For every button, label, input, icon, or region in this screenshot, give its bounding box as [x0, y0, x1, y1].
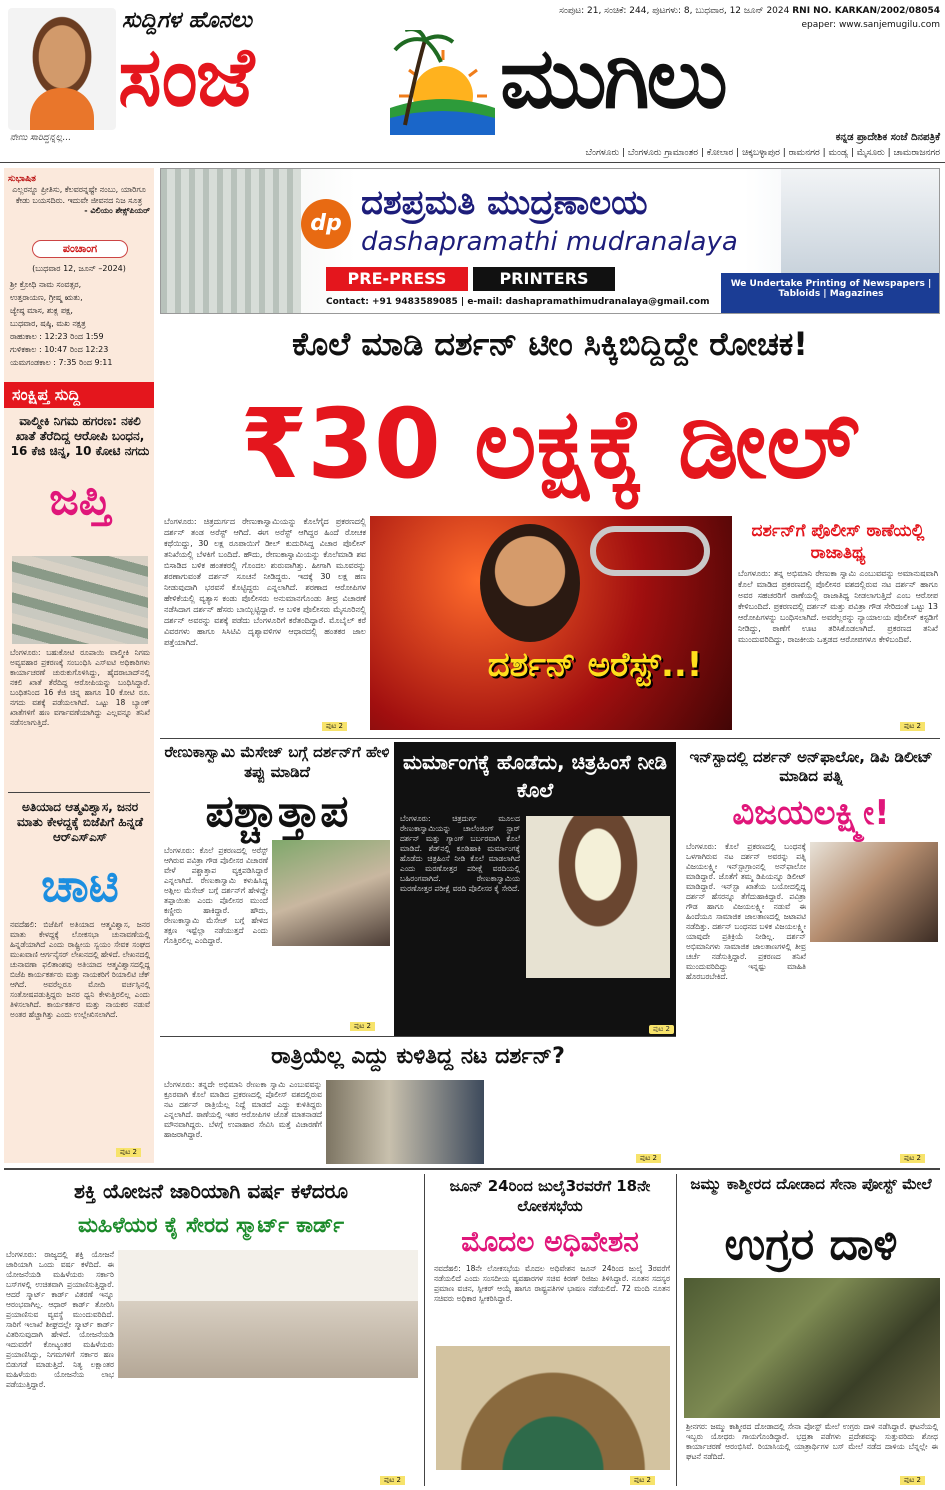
shakti-headline: ಮಹಿಳೆಯರ ಕೈ ಸೇರದ ಸ್ಮಾರ್ಟ್ ಕಾರ್ಡ್: [77, 1213, 345, 1237]
brief-news-title: ಸಂಕ್ಷಿಪ್ತ ಸುದ್ದಿ: [4, 382, 154, 408]
darshan-pavithra-photo: [272, 840, 390, 946]
attack-kicker: ಜಮ್ಮು ಕಾಶ್ಮೀರದ ದೋಡಾದ ಸೇನಾ ಪೋಸ್ಟ್ ಮೇಲೆ: [690, 1175, 932, 1193]
photo-caption: ದರ್ಶನ್ ಅರೆಸ್ಟ್..!: [487, 645, 703, 685]
side-story-headline: ದರ್ಶನ್‌ಗೆ ಪೊಲೀಸ್ ಠಾಣೆಯಲ್ಲಿ ರಾಜಾತಿಥ್ಯ: [751, 521, 925, 563]
ad-machine-right: [781, 169, 940, 273]
continued-tag: ಪುಟ 2: [900, 722, 925, 731]
army-soldiers-photo: [684, 1278, 940, 1418]
left-sidebar: [4, 168, 154, 1163]
smart-card-launch-photo: [118, 1250, 418, 1378]
continued-tag: ಪುಟ 2: [630, 1476, 655, 1485]
regions-strip: ಬೆಂಗಳೂರು | ಬೆಂಗಳೂರು ಗ್ರಾಮಾಂತರ | ಕೋಲಾರ | ಚಿಕ್ಕಬಳ್ಳಾಪುರ | ರಾಮನಗರ | ಮಂಡ್ಯ | ಮೈಸೂರು | ಚಾಮರಾಜನಗರ: [585, 148, 940, 158]
brief-story1-body: ಬೆಂಗಳೂರು: ಬಹುಕೋಟಿ ರೂಪಾಯಿ ವಾಲ್ಮೀಕಿ ನಿಗಮ ಅವ್ಯವಹಾರ ಪ್ರಕರಣಕ್ಕೆ ಸಂಬಂಧಿಸಿ ಎಸ್ಐಟಿ ಅಧಿಕಾರಿಗಳು ಕಾರ್ಯಾಚರಣೆ ಚುರುಕುಗೊಳಿಸಿದ್ದು, ಹೈದರಾಬಾದ್‌ನಲ್ಲಿ ನಕಲಿ ಖಾತೆ ತೆರೆದಿದ್ದ ಆರೋಪಿಯನ್ನು ಬಂಧಿಸಿದ್ದಾರೆ. ಬಂಧಿತನಿಂದ 16 ಕೆಜಿ ಚಿನ್ನ ಹಾಗೂ 10 ಕೋಟಿ ರೂ. ನಗದು ವಶಕ್ಕೆ ಪಡೆಯಲಾಗಿದೆ. ಒಟ್ಟು 18 ಬ್ಯಾಂಕ್ ಖಾತೆಗಳಿಗೆ ಹಣ ವರ್ಗಾವಣೆಯಾಗಿದ್ದು ಎಲ್ಲವನ್ನೂ ತನಿಖೆ ನಡೆಸಲಾಗುತ್ತಿದೆ.: [10, 648, 150, 727]
brief-story1-kicker: ವಾಲ್ಮೀಕಿ ನಿಗಮ ಹಗರಣ: ನಕಲಿ ಖಾತೆ ತೆರೆದಿದ್ದ ಆರೋಪಿ ಬಂಧನ, 16 ಕೆಜಿ ಚಿನ್ನ, 10 ಕೋಟಿ ನಗದು: [10, 414, 150, 458]
panchanga-title: ಪಂಚಾಂಗ: [32, 240, 128, 258]
ad-title-english: dashapramathi mudranalaya: [361, 227, 738, 257]
subhashita-author: - ವಿಲಿಯಂ ಶೇಕ್ಸ್‌ಪಿಯರ್: [84, 206, 150, 215]
section-divider: [4, 1168, 940, 1170]
night-body-cont: [488, 1080, 674, 1164]
panchanga-row: ಶ್ರೀ ಕ್ರೋಧಿ ನಾಮ ಸಂವತ್ಸರ,: [10, 280, 82, 289]
ad-machine-left: [161, 169, 301, 314]
lead-body: ಬೆಂಗಳೂರು: ಚಿತ್ರದುರ್ಗದ ರೇಣುಕಾಸ್ವಾಮಿಯನ್ನು ಕೊಲೆಗೈದ ಪ್ರಕರಣದಲ್ಲಿ ದರ್ಶನ್ ತಂಡ ಅರೆಸ್ಟ್ ಆಗಿದೆ. ಈಗ ಅರೆಸ್ಟ್ ಆಗಿದ್ದರ ಹಿಂದೆ ರೋಚಕ ಕಥೆಯಿದ್ದು, 30 ಲಕ್ಷ ರೂಪಾಯಿಗೆ ಡೀಲ್ ಕುದುರಿಸಿದ್ದ ವಿಚಾರ ಪೊಲೀಸ್ ತನಿಖೆಯಲ್ಲಿ ಬೆಳಕಿಗೆ ಬಂದಿದೆ. ಹೌದು, ರೇಣುಕಾಸ್ವಾಮಿಯನ್ನು ಕೊಲೆಮಾಡಿ ಶವ ಬಿಸಾಡಿದ ಬಳಿಕ ಹಂತಕರಲ್ಲಿ ಗೊಂದಲ ಶುರುವಾಗಿತ್ತು. ಹೀಗಾಗಿ ಮೂವರನ್ನು ಶರಣಾಗುವಂತೆ ದರ್ಶನ್ ಸೂಚನೆ ನೀಡಿದ್ದರು. ಇದಕ್ಕೆ 30 ಲಕ್ಷ ಹಣ ನೀಡುವುದಾಗಿ ಭರವಸೆ ಕೊಟ್ಟಿದ್ದರು ಎನ್ನಲಾಗಿದೆ. ಶರಣಾದ ಆರೋಪಿಗಳ ಹೇಳಿಕೆಯಲ್ಲಿ ವ್ಯತ್ಯಾಸ ಕಂಡು ಪೊಲೀಸರು ಅನುಮಾನಗೊಂಡು ತೀವ್ರ ವಿಚಾರಣೆ ನಡೆಸಿದಾಗ ದರ್ಶನ್ ಹೆಸರು ಬಾಯ್ಬಿಟ್ಟಿದ್ದಾರೆ. ಆ ಬಳಿಕ ಪೊಲೀಸರು ಮೈಸೂರಿನಲ್ಲಿ ದರ್ಶನ್ ಅವರನ್ನು ವಶಕ್ಕೆ ಪಡೆದು ಬೆಂಗಳೂರಿಗೆ ಕರೆತಂದಿದ್ದಾರೆ. ಮೊಬೈಲ್ ಕರೆ ವಿವರಗಳು ಹಾಗೂ ಸಿಸಿಟಿವಿ ದೃಶ್ಯಾವಳಿಗಳ ಆಧಾರದಲ್ಲಿ ಹಂತಕರ ಜಾಲ ಪತ್ತೆಯಾಗಿದೆ.: [164, 517, 366, 647]
masthead-title-right: ಮುಗಿಲು: [500, 29, 725, 127]
parliament-photo: [436, 1346, 670, 1470]
renukaswamy-photo: [526, 816, 670, 978]
continued-tag: ಪುಟ 2: [900, 1154, 925, 1163]
murder-body: ಬೆಂಗಳೂರು: ಚಿತ್ರದುರ್ಗ ಮೂಲದ ರೇಣುಕಾಸ್ವಾಮಿಯನ್ನು ಚಾಲೆಂಜಿಂಗ್ ಸ್ಟಾರ್ ದರ್ಶನ್ ಮತ್ತು ಗ್ಯಾಂಗ್ ಬರ್ಬರವಾಗಿ ಕೊಲೆ ಮಾಡಿದೆ. ಶೆಡ್‌ನಲ್ಲಿ ಕೂಡಿಹಾಕಿ ಮರ್ಮಾಂಗಕ್ಕೆ ಹೊಡೆದು ಚಿತ್ರಹಿಂಸೆ ನೀಡಿ ಕೊಲೆ ಮಾಡಲಾಗಿದೆ ಎಂದು ಮರಣೋತ್ತರ ಪರೀಕ್ಷೆ ವರದಿಯಲ್ಲಿ ಬಹಿರಂಗವಾಗಿದೆ. ರೇಣುಕಾಸ್ವಾಮಿಯ ಮರಣೋತ್ತರ ಪರೀಕ್ಷೆ ವರದಿ ಪೊಲೀಸರ ಕೈ ಸೇರಿದೆ.: [400, 814, 520, 893]
panchanga-row: ಗುಳಿಕಕಾಲ : 10:47 ರಿಂದ 12:23: [10, 345, 109, 354]
sunset-palm-logo: [385, 30, 500, 135]
continued-tag: ಪುಟ 2: [350, 1022, 375, 1031]
continued-tag: ಪುಟ 2: [900, 1476, 925, 1485]
vijayalakshmi-body: ಬೆಂಗಳೂರು: ಕೊಲೆ ಪ್ರಕರಣದಲ್ಲಿ ಬಂಧನಕ್ಕೆ ಒಳಗಾಗಿರುವ ನಟ ದರ್ಶನ್ ಅವರನ್ನು ಪತ್ನಿ ವಿಜಯಲಕ್ಷ್ಮೀ ಇನ್‌ಸ್ಟಾಗ್ರಾಂನಲ್ಲಿ ಅನ್‌ಫಾಲೋ ಮಾಡಿದ್ದಾರೆ. ಜೊತೆಗೆ ತಮ್ಮ ಡಿಪಿಯನ್ನೂ ಡಿಲೀಟ್ ಮಾಡಿದ್ದಾರೆ. ಇನ್‌ಸ್ಟಾ ಖಾತೆಯ ಬಯೋದಲ್ಲಿದ್ದ ದರ್ಶನ್ ಹೆಸರನ್ನೂ ತೆಗೆದುಹಾಕಿದ್ದಾರೆ. ಪವಿತ್ರಾ ಗೌಡ ಹಾಗೂ ವಿಜಯಲಕ್ಷ್ಮೀ ನಡುವೆ ಈ ಹಿಂದೆಯೂ ಸಾಮಾಜಿಕ ಜಾಲತಾಣದಲ್ಲಿ ಜಟಾಪಟಿ ನಡೆದಿತ್ತು. ದರ್ಶನ್ ಬಂಧನದ ಬಳಿಕ ವಿಜಯಲಕ್ಷ್ಮೀ ಯಾವುದೇ ಪ್ರತಿಕ್ರಿಯೆ ನೀಡಿಲ್ಲ. ದರ್ಶನ್ ಅಭಿಮಾನಿಗಳು ಸಾಮಾಜಿಕ ಜಾಲತಾಣಗಳಲ್ಲಿ ತೀವ್ರ ಚರ್ಚೆ ನಡೆಸುತ್ತಿದ್ದಾರೆ. ಪ್ರಕರಣದ ತನಿಖೆ ಮುಂದುವರಿದಿದ್ದು ಇನ್ನಷ್ಟು ಮಾಹಿತಿ ಹೊರಬರಬೇಕಿದೆ.: [686, 842, 806, 981]
continued-tag: ಪುಟ 2: [380, 1476, 405, 1485]
shakti-body: ಬೆಂಗಳೂರು: ರಾಜ್ಯದಲ್ಲಿ ಶಕ್ತಿ ಯೋಜನೆ ಜಾರಿಯಾಗಿ ಒಂದು ವರ್ಷ ಕಳೆದಿದೆ. ಈ ಯೋಜನೆಯಡಿ ಮಹಿಳೆಯರು ಸರ್ಕಾರಿ ಬಸ್‌ಗಳಲ್ಲಿ ಉಚಿತವಾಗಿ ಪ್ರಯಾಣಿಸುತ್ತಿದ್ದಾರೆ. ಆದರೆ ಸ್ಮಾರ್ಟ್ ಕಾರ್ಡ್ ವಿತರಣೆ ಇನ್ನೂ ಆರಂಭವಾಗಿಲ್ಲ. ಆಧಾರ್ ಕಾರ್ಡ್ ತೋರಿಸಿ ಪ್ರಯಾಣಿಸುವ ವ್ಯವಸ್ಥೆ ಮುಂದುವರಿದಿದೆ. ಸಾರಿಗೆ ಇಲಾಖೆ ಶೀಘ್ರದಲ್ಲೇ ಸ್ಮಾರ್ಟ್ ಕಾರ್ಡ್ ವಿತರಿಸುವುದಾಗಿ ಹೇಳಿದೆ. ಯೋಜನೆಯಡಿ ಇದುವರೆಗೆ ಕೋಟ್ಯಂತರ ಮಹಿಳೆಯರು ಪ್ರಯಾಣಿಸಿದ್ದು, ನಿಗಮಗಳಿಗೆ ಸರ್ಕಾರ ಹಣ ಬಿಡುಗಡೆ ಮಾಡುತ್ತಿದೆ. ನಿತ್ಯ ಲಕ್ಷಾಂತರ ಮಹಿಳೆಯರು ಯೋಜನೆಯ ಲಾಭ ಪಡೆಯುತ್ತಿದ್ದಾರೆ.: [6, 1250, 114, 1389]
subhashita-text: ಎಲ್ಲರನ್ನೂ ಪ್ರೀತಿಸು, ಕೆಲವರನ್ನಷ್ಟೇ ನಂಬು, ಯಾರಿಗೂ ಕೇಡು ಬಯಸದಿರು. ಇದುವೇ ಜೀವನದ ನಿಜ ಸೂತ್ರ: [12, 185, 146, 205]
column-divider: [676, 1174, 677, 1486]
murder-story-box: [394, 742, 676, 1036]
ad-services: We Undertake Printing of Newspapers | Tabloids | Magazines: [721, 273, 940, 314]
panchanga-row: ಜ್ಯೇಷ್ಠ ಮಾಸ, ಶುಕ್ಲ ಪಕ್ಷ,: [10, 306, 73, 315]
masthead: [0, 0, 945, 165]
regret-kicker: ರೇಣುಕಾಸ್ವಾಮಿ ಮೆಸೇಜ್ ಬಗ್ಗೆ ದರ್ಶನ್‌ಗೆ ಹೇಳಿ ತಪ್ಪು ಮಾಡಿದೆ: [164, 743, 390, 781]
darshan-police-photo: [326, 1080, 484, 1164]
shakti-kicker: ಶಕ್ತಿ ಯೋಜನೆ ಜಾರಿಯಾಗಿ ವರ್ಷ ಕಳೆದರೂ: [73, 1179, 348, 1203]
regret-body: ಬೆಂಗಳೂರು: ಕೊಲೆ ಪ್ರಕರಣದಲ್ಲಿ ಅರೆಸ್ಟ್ ಆಗಿರುವ ಪವಿತ್ರಾ ಗೌಡ ಪೊಲೀಸರ ವಿಚಾರಣೆ ವೇಳೆ ಪಶ್ಚಾತ್ತಾಪ ವ್ಯಕ್ತಪಡಿಸಿದ್ದಾರೆ ಎನ್ನಲಾಗಿದೆ. ರೇಣುಕಾಸ್ವಾಮಿ ಕಳುಹಿಸಿದ್ದ ಅಶ್ಲೀಲ ಮೆಸೇಜ್ ಬಗ್ಗೆ ದರ್ಶನ್‌ಗೆ ಹೇಳಿದ್ದೇ ತಪ್ಪಾಯಿತು ಎಂದು ಪೊಲೀಸರ ಮುಂದೆ ಕಣ್ಣೀರು ಹಾಕಿದ್ದಾರೆ. ಹೌದು, ರೇಣುಕಾಸ್ವಾಮಿ ಮೆಸೇಜ್ ಬಗ್ಗೆ ಹೇಳಿದ ತಕ್ಷಣ ಇಷ್ಟೆಲ್ಲಾ ನಡೆಯುತ್ತದೆ ಎಂದು ಗೊತ್ತಿರಲಿಲ್ಲ ಎಂದಿದ್ದಾರೆ.: [164, 846, 268, 945]
cash-seizure-photo: [12, 556, 148, 644]
masthead-title-left: ಸಂಜೆ: [118, 30, 253, 125]
session-headline: ಮೊದಲ ಅಧಿವೇಶನ: [461, 1225, 639, 1258]
lead-kicker: ಕೊಲೆ ಮಾಡಿ ದರ್ಶನ್ ಟೀಂ ಸಿಕ್ಕಿಬಿದ್ದಿದ್ದೇ ರೋಚಕ!: [292, 325, 808, 363]
continued-tag: ಪುಟ 2: [649, 1025, 674, 1034]
editor-caption: ನೇಣು ಸಾರಿದ್ದನ್ನಲ್ಲ...: [10, 133, 72, 143]
masthead-tagline: ಸುದ್ದಿಗಳ ಹೊನಲು: [122, 8, 253, 33]
editor-photo: [8, 8, 116, 130]
session-body: ನವದೆಹಲಿ: 18ನೇ ಲೋಕಸಭೆಯ ಮೊದಲ ಅಧಿವೇಶನ ಜೂನ್ 24ರಿಂದ ಜುಲೈ 3ರವರೆಗೆ ನಡೆಯಲಿದೆ ಎಂದು ಸಂಸದೀಯ ವ್ಯವಹಾರಗಳ ಸಚಿವ ಕಿರಣ್ ರಿಜಿಜು ತಿಳಿಸಿದ್ದಾರೆ. ನೂತನ ಸದಸ್ಯರ ಪ್ರಮಾಣ ವಚನ, ಸ್ಪೀಕರ್ ಆಯ್ಕೆ ಹಾಗೂ ರಾಷ್ಟ್ರಪತಿಗಳ ಭಾಷಣ ನಡೆಯಲಿದೆ. 72 ಮಂದಿ ನೂತನ ಸಚಿವರು ಅಧಿಕಾರ ಸ್ವೀಕರಿಸಿದ್ದಾರೆ.: [434, 1264, 670, 1303]
vijayalakshmi-kicker: ಇನ್‌ಸ್ಟಾದಲ್ಲಿ ದರ್ಶನ್ ಅನ್‌ಫಾಲೋ, ಡಿಪಿ ಡಿಲೀಟ್ ಮಾಡಿದ ಪತ್ನಿ: [689, 748, 933, 785]
ad-logo: dp: [301, 199, 351, 249]
row-divider: [160, 1036, 676, 1037]
vijayalakshmi-headline: ವಿಜಯಲಕ್ಷ್ಮೀ!: [732, 793, 890, 833]
vijayalakshmi-body-cont: [810, 946, 938, 1164]
ad-contact: Contact: +91 9483589085 | e-mail: dashapramathimudranalaya@gmail.com: [326, 297, 710, 307]
brief-story2-kicker: ಅತಿಯಾದ ಆತ್ಮವಿಶ್ವಾಸ, ಜನರ ಮಾತು ಕೇಳದ್ದಕ್ಕೆ ಬಿಜೆಪಿಗೆ ಹಿನ್ನಡೆ ಆರ್‌ಎಸ್‌ಎಸ್: [16, 800, 143, 844]
night-headline: ರಾತ್ರಿಯೆಲ್ಲ ಎದ್ದು ಕುಳಿತಿದ್ದ ನಟ ದರ್ಶನ್?: [271, 1044, 565, 1069]
shakti-body-cont: [118, 1382, 418, 1482]
subhashita-box: [8, 174, 150, 236]
ad-title-kannada: ದಶಪ್ರಮತಿ ಮುದ್ರಣಾಲಯ: [361, 183, 648, 223]
printer-ad: [160, 168, 940, 314]
continued-tag: ಪುಟ 2: [636, 1154, 661, 1163]
side-story-body: ಬೆಂಗಳೂರು: ತನ್ನ ಅಭಿಮಾನಿ ರೇಣುಕಾ ಸ್ವಾಮಿ ಎಂಬುವವನ್ನು ಅಮಾನುಷವಾಗಿ ಕೊಲೆ ಮಾಡಿದ ಪ್ರಕರಣದಲ್ಲಿ ಪೊಲೀಸರ ವಶದಲ್ಲಿರುವ ನಟ ದರ್ಶನ್ ಹಾಗೂ ಅವರ ಸಹಚರರಿಗೆ ಠಾಣೆಯಲ್ಲಿ ರಾಜಾತಿಥ್ಯ ನೀಡಲಾಗುತ್ತಿದೆ ಎಂಬ ಆರೋಪ ಕೇಳಿಬಂದಿದೆ. ಪ್ರಕರಣದಲ್ಲಿ ದರ್ಶನ್ ಮತ್ತು ಪವಿತ್ರಾ ಗೌಡ ಸೇರಿದಂತೆ ಒಟ್ಟು 13 ಆರೋಪಿಗಳನ್ನು ಬಂಧಿಸಲಾಗಿದೆ. ಅವರೆಲ್ಲರನ್ನು ನ್ಯಾಯಾಲಯ ಪೊಲೀಸ್ ಕಸ್ಟಡಿಗೆ ನೀಡಿದ್ದು, ಠಾಣೆಗೆ ಊಟ ತರಿಸಿಕೊಡಲಾಗಿದೆ. ಪ್ರಕರಣದ ತನಿಖೆ ಮುಂದುವರಿದಿದ್ದು, ರಾಜಕೀಯ ಒತ್ತಡದ ಆರೋಪಗಳೂ ಕೇಳಿಬಂದಿವೆ.: [738, 569, 938, 644]
attack-headline: ಉಗ್ರರ ದಾಳಿ: [724, 1219, 898, 1270]
brief-story2-body: ನವದೆಹಲಿ: ಬಿಜೆಪಿಗೆ ಅತಿಯಾದ ಆತ್ಮವಿಶ್ವಾಸ, ಜನರ ಮಾತು ಕೇಳದ್ದಕ್ಕೆ ಲೋಕಸಭಾ ಚುನಾವಣೆಯಲ್ಲಿ ಹಿನ್ನಡೆಯಾಗಿದೆ ಎಂದು ರಾಷ್ಟ್ರೀಯ ಸ್ವಯಂ ಸೇವಕ ಸಂಘದ ಮುಖವಾಣಿ ಆರ್ಗನೈಸರ್ ಲೇಖನದಲ್ಲಿ ಹೇಳಿದೆ. ಲೇಖನದಲ್ಲಿ ಚುನಾವಣಾ ಫಲಿತಾಂಶವು ಅತಿಯಾದ ಆತ್ಮವಿಶ್ವಾಸದಲ್ಲಿದ್ದ ಬಿಜೆಪಿ ಕಾರ್ಯಕರ್ತರು ಮತ್ತು ನಾಯಕರಿಗೆ ರಿಯಾಲಿಟಿ ಚೆಕ್ ಆಗಿದೆ. ಅವರೆಲ್ಲರೂ ಮೋದಿ ವರ್ಚಸ್ಸಿನಲ್ಲಿ ಸಂತೋಷಪಡುತ್ತಿದ್ದರು ಜನರ ಧ್ವನಿ ಕೇಳುತ್ತಿರಲಿಲ್ಲ ಎಂದು ತಿಳಿಸಲಾಗಿದೆ. ಕಾರ್ಯಕರ್ತರ ಮತ್ತು ನಾಯಕರ ನಡುವೆ ಅಂತರ ಹೆಚ್ಚಾಗಿತ್ತು ಎಂದು ಉಲ್ಲೇಖಿಸಲಾಗಿದೆ.: [10, 920, 150, 1019]
panchanga-date: (ಬುಧವಾರ 12, ಜೂನ್ –2024): [32, 264, 126, 273]
regret-headline: ಪಶ್ಚಾತ್ತಾಪ: [205, 786, 349, 837]
masthead-divider: [0, 162, 945, 163]
rni-number: RNI NO. KARKAN/2002/08054: [792, 6, 940, 16]
ad-tag-prepress: PRE-PRESS: [326, 267, 468, 291]
panchanga-row: ಬುಧವಾರ, ಷಷ್ಠಿ, ಮಖ ನಕ್ಷತ್ರ: [10, 319, 86, 328]
darshan-wife-photo: [810, 842, 938, 942]
murder-headline: ಮರ್ಮಾಂಗಕ್ಕೆ ಹೊಡೆದು, ಚಿತ್ರಹಿಂಸೆ ನೀಡಿ ಕೊಲೆ: [403, 750, 667, 802]
column-divider: [424, 1174, 425, 1486]
brief-story2-headline: ಚಾಟಿ: [41, 858, 119, 912]
lead-headline: ₹30 ಲಕ್ಷಕ್ಕೆ ಡೀಲ್: [240, 388, 860, 500]
darshan-arrest-photo: [370, 516, 732, 730]
panchanga-row: ಉತ್ತರಾಯಣ, ಗ್ರೀಷ್ಮ ಋತು,: [10, 293, 83, 302]
panchanga-row: ಯಮಗಂಡಕಾಲ : 7:35 ರಿಂದ 9:11: [10, 358, 113, 367]
panchanga-row: ರಾಹುಕಾಲ : 12:23 ರಿಂದ 1:59: [10, 332, 104, 341]
panchanga-list: [10, 278, 152, 369]
masthead-subtitle: ಕನ್ನಡ ಪ್ರಾದೇಶಿಕ ಸಂಜೆ ದಿನಪತ್ರಿಕೆ: [835, 132, 940, 143]
row-divider: [160, 738, 940, 739]
issue-details: ಸಂಪುಟ: 21, ಸಂಚಿಕೆ: 244, ಪುಟಗಳು: 8, ಬುಧವಾರ, 12 ಜೂನ್ 2024: [559, 6, 790, 16]
brief-story1-headline: ಜಪ್ತಿ: [49, 474, 111, 525]
continued-tag: ಪುಟ 2: [322, 722, 347, 731]
night-body: ಬೆಂಗಳೂರು: ತನ್ನದೇ ಅಭಿಮಾನಿ ರೇಣುಕಾ ಸ್ವಾಮಿ ಎಂಬುವವನ್ನು ಕ್ರೂರವಾಗಿ ಕೊಲೆ ಮಾಡಿದ ಪ್ರಕರಣದಲ್ಲಿ ಪೊಲೀಸ್ ವಶದಲ್ಲಿರುವ ನಟ ದರ್ಶನ್ ರಾತ್ರಿಯೆಲ್ಲ ನಿದ್ದೆ ಮಾಡದೆ ಎದ್ದು ಕುಳಿತಿದ್ದರು ಎನ್ನಲಾಗಿದೆ. ಠಾಣೆಯಲ್ಲಿ ಇತರ ಆರೋಪಿಗಳ ಜೊತೆ ಮಾತನಾಡದೆ ಮೌನವಾಗಿದ್ದರು. ಬೆಳಗ್ಗೆ ಉಪಾಹಾರ ಸೇವಿಸಿ ಮತ್ತೆ ವಿಚಾರಣೆಗೆ ಹಾಜರಾಗಿದ್ದಾರೆ.: [164, 1080, 322, 1139]
attack-body: ಶ್ರೀನಗರ: ಜಮ್ಮು ಕಾಶ್ಮೀರದ ದೋಡಾದಲ್ಲಿ ಸೇನಾ ಪೋಸ್ಟ್ ಮೇಲೆ ಉಗ್ರರು ದಾಳಿ ನಡೆಸಿದ್ದಾರೆ. ಘಟನೆಯಲ್ಲಿ ಇಬ್ಬರು ಯೋಧರು ಗಾಯಗೊಂಡಿದ್ದಾರೆ. ಭದ್ರತಾ ಪಡೆಗಳು ಪ್ರದೇಶವನ್ನು ಸುತ್ತುವರಿದು ಶೋಧ ಕಾರ್ಯಾಚರಣೆ ಆರಂಭಿಸಿವೆ. ರಿಯಾಸಿಯಲ್ಲಿ ಯಾತ್ರಾರ್ಥಿಗಳ ಬಸ್ ಮೇಲೆ ನಡೆದ ದಾಳಿಯ ಬೆನ್ನಲ್ಲೇ ಈ ಘಟನೆ ನಡೆದಿದೆ.: [686, 1422, 938, 1461]
continued-tag: ಪುಟ 2: [116, 1148, 141, 1157]
session-kicker: ಜೂನ್ 24ರಿಂದ ಜುಲೈ3ರವರೆಗೆ 18ನೇ ಲೋಕಸಭೆಯ: [449, 1177, 651, 1215]
issue-info: [505, 6, 940, 16]
sidebar-divider: [8, 792, 150, 793]
epaper-link[interactable]: epaper: www.sanjemugilu.com: [801, 20, 940, 30]
subhashita-label: ಸುಭಾಷಿತ: [8, 174, 36, 184]
ad-tag-printers: PRINTERS: [473, 267, 615, 291]
